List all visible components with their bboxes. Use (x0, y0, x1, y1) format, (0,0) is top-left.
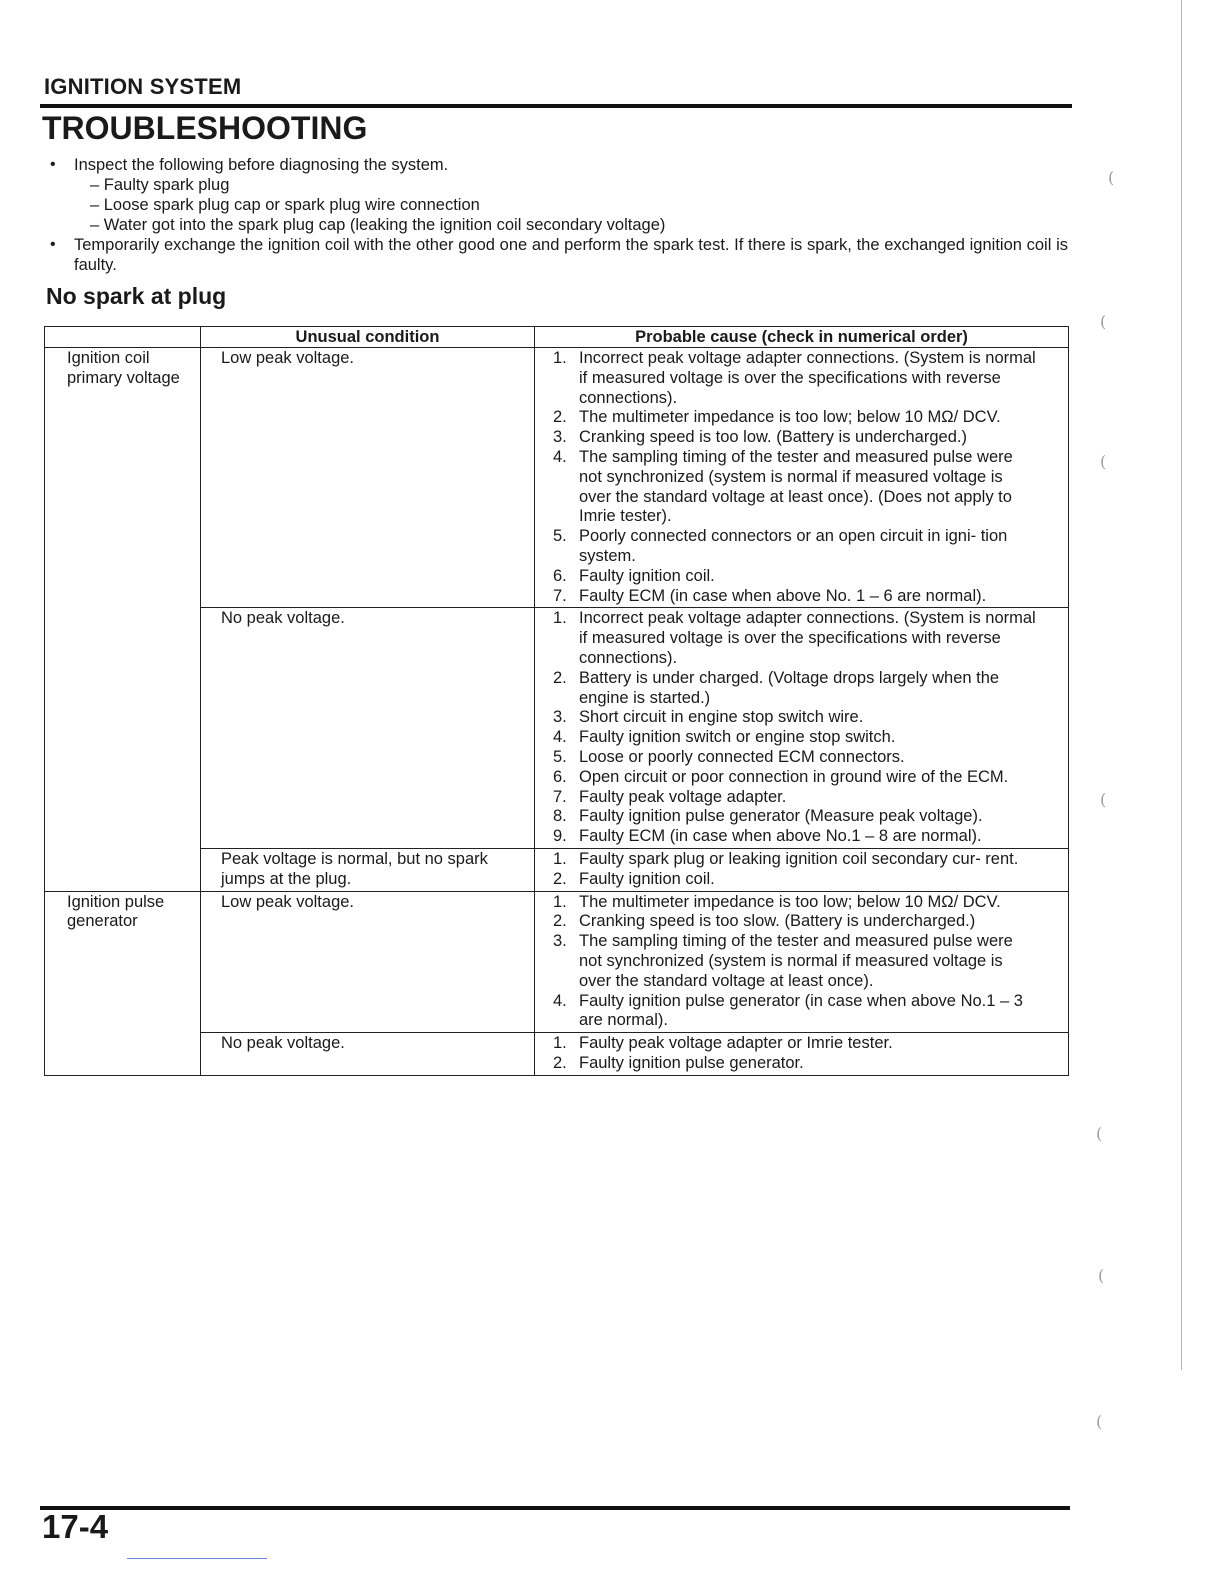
cause-number: 2. (553, 1053, 567, 1072)
cause-text: Short circuit in engine stop switch wire. (579, 708, 864, 727)
footer-rule (40, 1506, 1070, 1510)
cause-item (553, 1054, 1038, 1074)
binder-hole-mark-icon: ( (1108, 168, 1115, 187)
scan-artifact-line (127, 1558, 267, 1559)
cause-text: Incorrect peak voltage adapter connections. (System is normal if measured voltage is over the specifications with reverse connections). (579, 609, 1036, 667)
cause-text: Faulty ignition pulse generator (Measure peak voltage). (579, 807, 983, 826)
cause-item (553, 912, 1038, 932)
cause-text: Open circuit or poor connection in ground wire of the ECM. (579, 767, 1009, 786)
binder-hole-mark-icon: ( (1096, 1412, 1103, 1431)
condition-cell: Peak voltage is normal, but no spark jumps at the plug. (201, 848, 535, 891)
cause-item (553, 992, 1038, 1032)
cause-item (553, 728, 1038, 748)
cause-text: The sampling timing of the tester and measured pulse were not synchronized (system is normal if measured voltage is over the standard voltage at least once). (579, 932, 1013, 990)
subheading: No spark at plug (46, 283, 227, 309)
cause-text: The sampling timing of the tester and measured pulse were not synchronized (system is normal if measured voltage is over the standard voltage at least once). (Does not apply to Imrie tester). (579, 447, 1013, 526)
bullet-icon: • (50, 156, 56, 173)
cause-number: 9. (553, 827, 567, 846)
cause-number: 3. (553, 932, 567, 951)
cause-item (553, 408, 1038, 428)
cause-text: Faulty peak voltage adapter or Imrie tester. (579, 1034, 893, 1053)
condition-cell: Low peak voltage. (201, 891, 535, 1033)
cause-number: 4. (553, 728, 567, 747)
cause-item (553, 669, 1038, 709)
cause-text: Faulty ignition switch or engine stop switch. (579, 728, 896, 747)
cause-item (553, 788, 1038, 808)
cause-number: 1. (553, 1034, 567, 1053)
cause-text: Loose or poorly connected ECM connectors. (579, 747, 905, 766)
condition-cell: No peak voltage. (201, 608, 535, 849)
binder-hole-mark-icon: ( (1096, 1124, 1103, 1143)
cause-item (553, 932, 1038, 991)
cause-list (553, 1034, 1038, 1074)
troubleshooting-table (44, 326, 1069, 1076)
cause-cell (535, 891, 1069, 1033)
bullet-icon: • (50, 236, 56, 253)
cause-number: 6. (553, 767, 567, 786)
table-header-row (45, 327, 1069, 348)
cause-item (553, 870, 1038, 890)
condition-cell: No peak voltage. (201, 1033, 535, 1076)
cause-number: 4. (553, 447, 567, 466)
cause-number: 2. (553, 912, 567, 931)
scan-margin-rule (1181, 0, 1182, 1370)
cause-text: Faulty ignition pulse generator (in case when above No.1 – 3 are normal). (579, 991, 1023, 1030)
header-blank-cell (45, 327, 201, 348)
cause-text: Faulty ignition coil. (579, 869, 715, 888)
cause-item (553, 527, 1038, 567)
cause-cell (535, 608, 1069, 849)
cause-number: 5. (553, 747, 567, 766)
cause-text: Faulty ignition pulse generator. (579, 1053, 804, 1072)
cause-text: Faulty peak voltage adapter. (579, 787, 787, 806)
cause-item (553, 1034, 1038, 1054)
table-body (45, 348, 1069, 1076)
cause-item (553, 448, 1038, 527)
cause-number: 1. (553, 609, 567, 628)
component-cell: Ignition pulse generator (45, 891, 201, 1075)
condition-cell: Low peak voltage. (201, 348, 535, 608)
cause-list (553, 893, 1038, 1032)
cause-item (553, 349, 1038, 408)
cause-number: 4. (553, 991, 567, 1010)
section-title: IGNITION SYSTEM (44, 74, 242, 99)
cause-list (553, 609, 1038, 847)
cause-text: Battery is under charged. (Voltage drops largely when the engine is started.) (579, 668, 1000, 707)
binder-hole-mark-icon: ( (1098, 1266, 1105, 1285)
cause-list (553, 349, 1038, 606)
cause-cell (535, 1033, 1069, 1076)
component-cell: Ignition coil primary voltage (45, 348, 201, 892)
cause-text: Faulty ECM (in case when above No.1 – 8 are normal). (579, 827, 982, 846)
header-rule (40, 104, 1072, 108)
intro-sub-item: – Loose spark plug cap or spark plug wire connection (90, 196, 480, 214)
intro-bullet-text: Temporarily exchange the ignition coil with the other good one and perform the spark test. If there is spark, the exchanged ignition coil is faulty. (74, 236, 1068, 274)
intro-sub-item: – Faulty spark plug (90, 176, 230, 194)
binder-hole-mark-icon: ( (1100, 452, 1107, 471)
cause-number: 7. (553, 787, 567, 806)
binder-hole-mark-icon: ( (1100, 312, 1107, 331)
cause-item (553, 609, 1038, 668)
cause-number: 8. (553, 807, 567, 826)
cause-item (553, 708, 1038, 728)
binder-hole-mark-icon: ( (1100, 790, 1107, 809)
intro-bullet (48, 235, 1072, 275)
page-title: TROUBLESHOOTING (42, 110, 368, 146)
cause-number: 3. (553, 428, 567, 447)
cause-cell (535, 848, 1069, 891)
cause-number: 5. (553, 527, 567, 546)
cause-text: The multimeter impedance is too low; below 10 MΩ/ DCV. (579, 408, 1001, 427)
header-condition: Unusual condition (201, 327, 535, 348)
cause-item (553, 827, 1038, 847)
cause-text: Cranking speed is too low. (Battery is undercharged.) (579, 428, 967, 447)
cause-number: 2. (553, 668, 567, 687)
cause-number: 1. (553, 849, 567, 868)
cause-list (553, 850, 1038, 890)
cause-item (553, 428, 1038, 448)
cause-number: 1. (553, 892, 567, 911)
cause-item (553, 748, 1038, 768)
cause-number: 7. (553, 586, 567, 605)
cause-item (553, 893, 1038, 913)
cause-number: 2. (553, 869, 567, 888)
cause-text: Faulty ECM (in case when above No. 1 – 6 are normal). (579, 586, 987, 605)
table-row (45, 348, 1069, 608)
header-cause: Probable cause (check in numerical order) (535, 327, 1069, 348)
cause-number: 2. (553, 408, 567, 427)
cause-text: Poorly connected connectors or an open circuit in igni- tion system. (579, 527, 1008, 565)
cause-item (553, 768, 1038, 788)
cause-item (553, 567, 1038, 587)
cause-number: 1. (553, 349, 567, 367)
cause-text: Faulty spark plug or leaking ignition coil secondary cur- rent. (579, 849, 1019, 868)
intro-bullet (48, 155, 1072, 175)
cause-text: Cranking speed is too slow. (Battery is undercharged.) (579, 912, 976, 931)
page-number: 17-4 (42, 1508, 109, 1545)
cause-text: The multimeter impedance is too low; below 10 MΩ/ DCV. (579, 892, 1001, 911)
table-row (45, 891, 1069, 1033)
cause-text: Incorrect peak voltage adapter connections. (System is normal if measured voltage is over the specifications with reverse connections). (579, 349, 1036, 407)
cause-item (553, 587, 1038, 607)
cause-number: 3. (553, 708, 567, 727)
cause-item (553, 807, 1038, 827)
intro-bullet-text: Inspect the following before diagnosing the system. (74, 156, 449, 174)
cause-text: Faulty ignition coil. (579, 566, 715, 585)
cause-item (553, 850, 1038, 870)
intro-sub-item: – Water got into the spark plug cap (leaking the ignition coil secondary voltage) (90, 216, 666, 234)
cause-number: 6. (553, 566, 567, 585)
cause-cell (535, 348, 1069, 608)
intro-notes (48, 155, 1072, 275)
